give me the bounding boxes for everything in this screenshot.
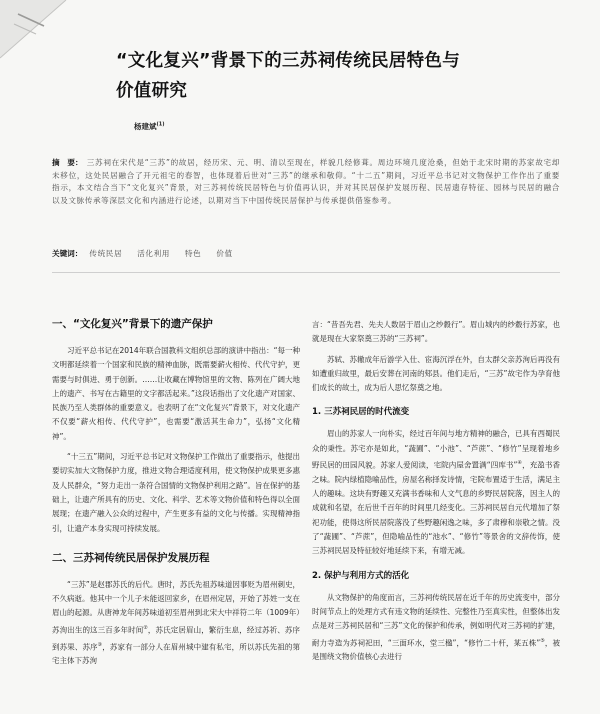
subsection-heading-1: 1. 三苏祠民居的时代流变 <box>312 407 410 418</box>
paragraph <box>52 578 300 669</box>
text-run: ，苏家有一部分人在眉州城中建有私宅，所以苏氏先祖的第宅主体下苏洵 <box>52 642 301 666</box>
author-note: (1) <box>156 121 165 128</box>
footnote-marker: ③ <box>97 641 103 648</box>
author <box>134 121 165 132</box>
footnote-marker: ⑤ <box>540 637 545 644</box>
author-name: 杨建斌 <box>134 122 157 131</box>
paragraph <box>312 591 560 665</box>
text-run: ，充盈书香之味。院内绿植隐喻品性，房屋名称择发诗情，宅院布置适于生活，满足主人的趣味。这块有野趣又充满书香味和人文气息的乡野民居院落，因主人的成就和名望，在后世千百年的时间里几经变化。三苏祠民居自元代增加了祭祀功能，使得这所民居院落没了些野趣闲逸之味，多了肃穆和崇敬之情。没了“蔬圃”、“芦蔗”，但隐喻品性的“池水”、“修竹”等景舍的文辞传饰，使三苏祠民居及特征较好地延续下来，有增无减。 <box>312 460 561 556</box>
text-run: ，被是围绕文物价值核心去进行 <box>312 638 561 662</box>
keyword: 特色 <box>184 249 202 258</box>
paragraph: 言：“昔吾先君、先夫人数居于眉山之纱縠行”。眉山城内的纱縠行苏家，也就是现在大家祭奠三苏的“三苏祠”。 <box>312 320 560 344</box>
footnote-marker: ④ <box>517 460 523 467</box>
abstract-label: 摘 要： <box>52 158 83 167</box>
abstract-text: 三苏祠在宋代是“三苏”的故居，经历宋、元、明、清以至现在，样貌几经修葺。周边环境几度沧桑，但始于北宋时期的苏家故宅却未移位，这处民居融合了开元祖宅的春智，也体现着后世对“三苏”的继承和敬仰。“十二五”期间，习近平总书记对文物保护工作作出了重要指示，本文结合当下“文化复兴”背景，对三苏祠传统民居特色与价值再认识，并对其民居保护发展历程、民居遗存特征、园林与民居的融合以及文脉传承等深层文化和内涵进行论述，以期对当下中国传统民居保护与传承提供借鉴参考。 <box>52 158 560 205</box>
title-line-1: “文化复兴”背景下的三苏祠传统民居特色与 <box>116 51 461 71</box>
paragraph: 苏轼、苏辙成年后游学入仕、宦海沉浮在外，自太群父亲苏洵后再没有如遭重归故里，最后安葬在河南的郏县。他们走后，“三苏”故宅作为孕育他们成长的故土，成为后人思忆祭奠之地。 <box>312 354 560 393</box>
footnote-marker: ② <box>143 624 148 631</box>
text-run: ，苏氏定居眉山，繁衍生息，经过苏祈、苏序到苏果、苏序 <box>52 625 301 652</box>
paragraph <box>312 427 560 558</box>
keyword: 价值 <box>216 249 233 258</box>
paragraph: 习近平总书记在2014年联合国教科文组织总部的演讲中指出：“每一种文明都延续着一个国家和民族的精神血脉，既需要薪火相传、代代守护，更需要与时俱进、勇于创新。……让收藏在博物馆里的文物、陈列在广阔大地上的遗产、书写在古籍里的文字都活起来。”这段话指出了文化遗产对国家、民族乃至人类群体的重要意义。也表明了在“文化复兴”背景下，对文化遗产不仅要“薪火相传、代代守护”，也需要“激活其生命力”，弘扬“文化精神”。 <box>52 346 300 441</box>
keywords-label: 关键词： <box>52 249 83 258</box>
keyword: 活化利用 <box>137 249 170 258</box>
keywords <box>52 248 560 259</box>
keyword: 传统民居 <box>89 249 123 258</box>
text-run: 从文物保护的角度而言，三苏祠传统民居在近千年的历史流变中，部分时间节点上的处理方式有违文物的延续性、完整性乃至真实性，但整体出发点是对三苏祠民居和“三苏”文化的保护和传承，例如明代对三苏祠的扩建，耐力寺造为苏祠祀田，“三面环水，堂三楹”，“修竹二十杆，某五株” <box>312 592 560 648</box>
paragraph: “十三五”期间，习近平总书记对文物保护工作做出了重要指示，他提出要切实加大文物保护力度，推进文物合理适度利用，使文物保护成果更多惠及人民群众，“努力走出一条符合国情的文物保护利用之路”。旨在保护的基础上，让遗产所具有的历史、文化、科学、艺术等文物价值和特色得以全面展现；在遗产融入公众的过程中，产生更多有益的文化与传播。实现精神指引，让遗产本身实现可持续发展。 <box>52 452 300 533</box>
section-heading-2: 二、三苏祠传统民居保护发展历程 <box>52 551 210 564</box>
right-column <box>312 318 560 671</box>
text-run: “三苏”是赵郡苏氏的后代。唐时，苏氏先祖苏味道因事贬为眉州刺史，不久病逝。他其中一个儿子未能返回家乡，在眉州定居，开始了苏姓一支在眉山的起源。从唐神龙年间苏味道初至眉州到北宋大中祥符二年（1009年）苏洵出生的这三百多年时间 <box>52 579 300 635</box>
subsection-heading-2: 2. 保护与利用方式的活化 <box>312 570 410 581</box>
section-heading-1: 一、“文化复兴”背景下的遗产保护 <box>52 318 213 330</box>
text-run: 眉山的苏家人一向朴实，经过百年间与地方精神的融合，已具有西蜀民众的秉性。苏宅亦是如此，“蔬圃”、“小池”、“芦蔗”、“修竹”呈现着地乡野民居的田园风貌。苏家人爱阅读，宅院内屋舍置满“四库书” <box>312 429 560 470</box>
title-line-2: 价值研究 <box>116 81 188 101</box>
paper-title <box>116 46 536 106</box>
abstract <box>52 157 560 207</box>
divider <box>52 272 560 273</box>
left-column <box>52 316 300 675</box>
page-fold-corner-icon <box>0 0 70 60</box>
